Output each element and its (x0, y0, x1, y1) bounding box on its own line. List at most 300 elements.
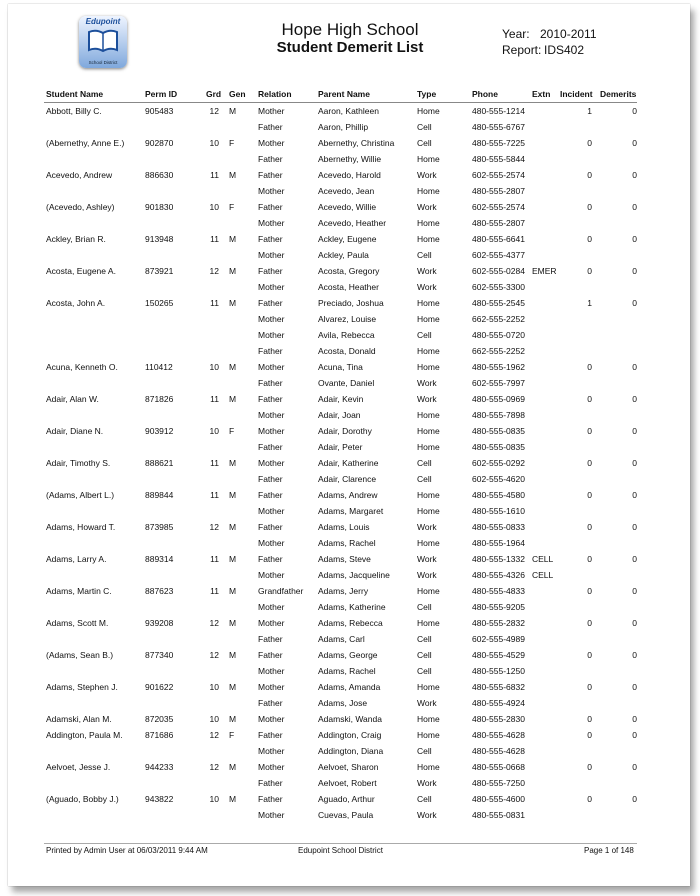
incident-count: 0 (587, 138, 592, 149)
phone-number: 602-555-0284 (472, 266, 525, 277)
demerit-count: 0 (632, 457, 637, 468)
parent-name: Aaron, Phillip (318, 121, 369, 132)
parent-name: Adams, Jacqueline (318, 569, 390, 580)
incident-count: 0 (587, 393, 592, 404)
incident-count: 0 (587, 585, 592, 596)
parent-name: Acevedo, Willie (318, 202, 377, 213)
phone-number: 480-555-6832 (472, 682, 525, 693)
logo-brand-text: Edupoint (85, 17, 121, 26)
phone-type: Cell (417, 794, 432, 805)
parent-name: Acevedo, Harold (318, 170, 381, 181)
incident-count: 1 (587, 106, 592, 116)
report-label: Report: (502, 43, 542, 57)
column-header: Gen (229, 89, 246, 99)
phone-number: 480-555-0668 (472, 762, 525, 773)
parent-name: Acosta, Heather (318, 281, 379, 292)
phone-type: Work (417, 778, 437, 789)
phone-type: Work (417, 377, 437, 388)
parent-relation: Mother (258, 537, 285, 548)
logo-subtext: School District (88, 60, 118, 65)
perm-id: 943822 (145, 794, 174, 805)
parent-name: Acevedo, Heather (318, 217, 387, 228)
header-divider (44, 102, 637, 103)
student-name: (Aguado, Bobby J.) (46, 794, 119, 805)
grade: 11 (210, 457, 219, 468)
parent-name: Aelvoet, Sharon (318, 762, 379, 773)
phone-number: 480-555-0969 (472, 393, 525, 404)
parent-name: Adamski, Wanda (318, 714, 382, 725)
phone-number: 480-555-1214 (472, 106, 525, 116)
student-name: Adams, Martin C. (46, 585, 112, 596)
phone-number: 480-555-2830 (472, 714, 525, 725)
parent-relation: Mother (258, 313, 285, 324)
gender: M (229, 618, 237, 628)
footer-printed-by: Printed by Admin User at 06/03/2011 9:44 AM (46, 846, 208, 855)
phone-number: 480-555-4580 (472, 489, 525, 500)
phone-type: Work (417, 393, 437, 404)
parent-relation: Mother (258, 569, 285, 580)
parent-relation: Mother (258, 249, 285, 260)
phone-type: Home (417, 409, 440, 420)
parent-name: Aaron, Kathleen (318, 106, 379, 116)
demerit-count: 0 (632, 521, 637, 532)
perm-id: 887623 (145, 585, 174, 596)
phone-type: Home (417, 441, 440, 452)
parent-relation: Father (258, 553, 283, 564)
parent-name: Addington, Craig (318, 730, 382, 741)
phone-number: 480-555-9205 (472, 601, 525, 612)
incident-count: 1 (587, 298, 592, 309)
phone-type: Cell (417, 473, 432, 484)
parent-relation: Father (258, 202, 283, 213)
parent-name: Alvarez, Louise (318, 313, 377, 324)
grade: 10 (209, 202, 219, 213)
gender: M (229, 682, 237, 693)
parent-relation: Mother (258, 601, 285, 612)
phone-type: Work (417, 170, 437, 181)
parent-name: Aelvoet, Robert (318, 778, 377, 789)
parent-relation: Father (258, 730, 283, 741)
phone-number: 480-555-7898 (472, 409, 525, 420)
gender: F (229, 730, 235, 741)
gender: M (229, 521, 237, 532)
parent-relation: Father (258, 441, 283, 452)
phone-number: 480-555-2832 (472, 618, 525, 628)
perm-id: 871686 (145, 730, 174, 741)
incident-count: 0 (587, 521, 592, 532)
parent-relation: Mother (258, 714, 285, 725)
parent-relation: Father (258, 377, 283, 388)
gender: M (229, 170, 237, 181)
grade: 12 (209, 266, 219, 277)
perm-id: 150265 (145, 298, 174, 309)
gender: M (229, 585, 237, 596)
demerit-count: 0 (632, 234, 637, 245)
demerit-count: 0 (632, 618, 637, 628)
grade: 12 (209, 106, 219, 116)
parent-relation: Father (258, 153, 283, 164)
phone-type: Cell (417, 650, 432, 661)
phone-number: 602-555-4989 (472, 633, 525, 644)
phone-type: Home (417, 345, 440, 356)
student-name: (Acevedo, Ashley) (46, 202, 115, 213)
phone-type: Home (417, 537, 440, 548)
phone-number: 480-555-4628 (472, 746, 525, 757)
grade: 10 (209, 794, 219, 805)
grade: 11 (210, 393, 219, 404)
parent-relation: Mother (258, 409, 285, 420)
column-header: Parent Name (318, 89, 370, 99)
phone-type: Work (417, 553, 437, 564)
demerit-count: 0 (632, 489, 637, 500)
phone-number: 480-555-1964 (472, 537, 525, 548)
phone-number: 480-555-7225 (472, 138, 525, 149)
perm-id: 901830 (145, 202, 174, 213)
phone-type: Cell (417, 121, 432, 132)
phone-type: Work (417, 281, 437, 292)
parent-name: Acosta, Donald (318, 345, 376, 356)
student-name: Adair, Alan W. (46, 393, 99, 404)
grade: 11 (210, 234, 219, 245)
grade: 10 (209, 138, 219, 149)
incident-count: 0 (587, 714, 592, 725)
column-header: Type (417, 89, 437, 99)
parent-relation: Mother (258, 665, 285, 676)
perm-id: 939208 (145, 618, 174, 628)
parent-name: Ovante, Daniel (318, 377, 375, 388)
gender: M (229, 106, 237, 116)
phone-number: 480-555-1610 (472, 505, 525, 516)
incident-count: 0 (587, 762, 592, 773)
perm-id: 873985 (145, 521, 174, 532)
phone-type: Cell (417, 601, 432, 612)
phone-number: 602-555-2574 (472, 202, 525, 213)
parent-name: Acevedo, Jean (318, 185, 375, 196)
phone-number: 480-555-4529 (472, 650, 525, 661)
phone-number: 480-555-0835 (472, 441, 525, 452)
phone-type: Work (417, 521, 437, 532)
phone-type: Home (417, 217, 440, 228)
gender: M (229, 489, 237, 500)
gender: M (229, 650, 237, 661)
incident-count: 0 (587, 682, 592, 693)
phone-type: Cell (417, 138, 432, 149)
incident-count: 0 (587, 553, 592, 564)
gender: M (229, 298, 237, 309)
phone-number: 480-555-1962 (472, 361, 525, 372)
grade: 12 (209, 762, 219, 773)
phone-number: 602-555-7997 (472, 377, 525, 388)
column-header: Demerits (600, 89, 637, 99)
student-name: Acuna, Kenneth O. (46, 361, 118, 372)
parent-name: Acosta, Gregory (318, 266, 380, 277)
parent-name: Adair, Katherine (318, 457, 379, 468)
column-header: Grd (206, 89, 222, 99)
student-name: (Abernethy, Anne E.) (46, 138, 125, 149)
perm-id: 944233 (145, 762, 174, 773)
parent-name: Adams, Rebecca (318, 618, 383, 628)
phone-type: Home (417, 313, 440, 324)
parent-name: Ackley, Eugene (318, 234, 377, 245)
parent-relation: Mother (258, 217, 285, 228)
perm-id: 901622 (145, 682, 174, 693)
parent-name: Adams, Louis (318, 521, 370, 532)
column-header: Student Name (46, 89, 104, 99)
student-name: Adams, Stephen J. (46, 682, 118, 693)
student-name: Acosta, John A. (46, 298, 106, 309)
demerit-count: 0 (632, 682, 637, 693)
gender: F (229, 138, 235, 149)
grade: 10 (209, 714, 219, 725)
column-header: Perm ID (145, 89, 178, 99)
perm-id: 877340 (145, 650, 174, 661)
parent-name: Adair, Joan (318, 409, 361, 420)
parent-relation: Grandfather (258, 585, 304, 596)
gender: M (229, 457, 237, 468)
incident-count: 0 (587, 489, 592, 500)
grade: 11 (210, 170, 219, 181)
phone-number: 480-555-4628 (472, 730, 525, 741)
parent-name: Adams, Rachel (318, 665, 376, 676)
student-name: Acosta, Eugene A. (46, 266, 116, 277)
grade: 10 (209, 682, 219, 693)
demerit-count: 0 (632, 585, 637, 596)
gender: M (229, 794, 237, 805)
parent-relation: Mother (258, 505, 285, 516)
phone-number: 602-555-3300 (472, 281, 525, 292)
parent-relation: Father (258, 697, 283, 708)
grade: 11 (210, 553, 219, 564)
phone-type: Home (417, 234, 440, 245)
parent-name: Adams, Carl (318, 633, 365, 644)
parent-name: Acuna, Tina (318, 361, 363, 372)
parent-name: Adams, Amanda (318, 682, 381, 693)
gender: M (229, 266, 237, 277)
phone-number: 480-555-0833 (472, 521, 525, 532)
parent-relation: Father (258, 521, 283, 532)
perm-id: 902870 (145, 138, 174, 149)
phone-number: 480-555-2807 (472, 217, 525, 228)
phone-number: 602-555-4620 (472, 473, 525, 484)
phone-type: Work (417, 569, 437, 580)
demerit-count: 0 (632, 170, 637, 181)
phone-number: 602-555-0292 (472, 457, 525, 468)
year-value: 2010-2011 (540, 27, 597, 41)
parent-name: Adams, Rachel (318, 537, 376, 548)
parent-relation: Father (258, 170, 283, 181)
perm-id: 889844 (145, 489, 174, 500)
incident-count: 0 (587, 266, 592, 277)
parent-relation: Father (258, 778, 283, 789)
phone-type: Cell (417, 249, 432, 260)
parent-relation: Father (258, 345, 283, 356)
parent-name: Adair, Peter (318, 441, 363, 452)
perm-id: 871826 (145, 393, 174, 404)
incident-count: 0 (587, 234, 592, 245)
phone-number: 480-555-4600 (472, 794, 525, 805)
phone-number: 480-555-4833 (472, 585, 525, 596)
phone-number: 480-555-4924 (472, 697, 525, 708)
gender: M (229, 234, 237, 245)
parent-relation: Mother (258, 810, 285, 821)
phone-type: Cell (417, 746, 432, 757)
demerit-count: 0 (632, 425, 637, 436)
parent-relation: Father (258, 121, 283, 132)
incident-count: 0 (587, 650, 592, 661)
student-name: (Adams, Sean B.) (46, 650, 114, 661)
footer-divider (44, 843, 637, 844)
gender: F (229, 425, 235, 436)
demerit-count: 0 (632, 794, 637, 805)
year-label: Year: (502, 27, 530, 41)
incident-count: 0 (587, 202, 592, 213)
parent-relation: Father (258, 633, 283, 644)
incident-count: 0 (587, 170, 592, 181)
perm-id: 873921 (145, 266, 174, 277)
footer-page: Page 1 of 148 (584, 846, 634, 855)
phone-type: Home (417, 298, 440, 309)
phone-number: 480-555-7250 (472, 778, 525, 789)
phone-number: 480-555-0835 (472, 425, 525, 436)
phone-type: Home (417, 489, 440, 500)
parent-name: Adams, Katherine (318, 601, 386, 612)
phone-number: 480-555-0831 (472, 810, 525, 821)
phone-type: Home (417, 682, 440, 693)
parent-name: Adams, Margaret (318, 505, 384, 516)
demerit-count: 0 (632, 553, 637, 564)
grade: 11 (210, 298, 219, 309)
gender: M (229, 361, 237, 372)
demerit-count: 0 (632, 393, 637, 404)
phone-type: Home (417, 505, 440, 516)
incident-count: 0 (587, 457, 592, 468)
phone-extension: CELL (532, 569, 554, 580)
phone-type: Home (417, 585, 440, 596)
parent-name: Adams, Jose (318, 697, 368, 708)
phone-number: 480-555-1332 (472, 553, 525, 564)
phone-number: 602-555-2574 (472, 170, 525, 181)
parent-relation: Mother (258, 185, 285, 196)
student-name: Adams, Howard T. (46, 521, 116, 532)
parent-relation: Father (258, 489, 283, 500)
grade: 12 (209, 521, 219, 532)
grade: 10 (209, 425, 219, 436)
parent-relation: Father (258, 650, 283, 661)
phone-type: Home (417, 714, 440, 725)
student-name: Adair, Diane N. (46, 425, 104, 436)
column-header: Relation (258, 89, 292, 99)
parent-relation: Mother (258, 361, 285, 372)
demerit-count: 0 (632, 361, 637, 372)
parent-name: Cuevas, Paula (318, 810, 374, 821)
student-name: (Adams, Albert L.) (46, 489, 115, 500)
phone-type: Cell (417, 457, 432, 468)
year-meta (502, 27, 597, 41)
perm-id: 872035 (145, 714, 174, 725)
parent-relation: Father (258, 393, 283, 404)
perm-id: 905483 (145, 106, 174, 116)
report-title: Student Demerit List (276, 39, 424, 56)
report-value: IDS402 (544, 43, 585, 57)
phone-type: Work (417, 697, 437, 708)
phone-type: Work (417, 202, 437, 213)
parent-name: Adair, Clarence (318, 473, 377, 484)
phone-number: 480-555-6641 (472, 234, 525, 245)
parent-name: Ackley, Paula (318, 249, 369, 260)
gender: M (229, 553, 237, 564)
phone-number: 662-555-2252 (472, 345, 525, 356)
parent-relation: Father (258, 794, 283, 805)
parent-name: Adams, Jerry (318, 585, 369, 596)
gender: M (229, 762, 237, 773)
parent-relation: Mother (258, 762, 285, 773)
student-name: Abbott, Billy C. (46, 106, 102, 116)
perm-id: 110412 (145, 361, 173, 372)
phone-number: 480-555-2807 (472, 185, 525, 196)
demerit-count: 0 (632, 106, 637, 116)
student-name: Adamski, Alan M. (46, 714, 112, 725)
school-name: Hope High School (281, 20, 419, 39)
parent-relation: Father (258, 234, 283, 245)
parent-relation: Mother (258, 682, 285, 693)
parent-relation: Mother (258, 618, 285, 628)
parent-name: Adams, Steve (318, 553, 371, 564)
parent-relation: Mother (258, 329, 285, 340)
parent-relation: Mother (258, 457, 285, 468)
column-header: Incident (560, 89, 593, 99)
phone-type: Home (417, 153, 440, 164)
phone-number: 480-555-1250 (472, 665, 525, 676)
phone-type: Home (417, 730, 440, 741)
student-name: Ackley, Brian R. (46, 234, 106, 245)
demerit-count: 0 (632, 762, 637, 773)
column-header: Phone (472, 89, 498, 99)
phone-number: 480-555-4326 (472, 569, 525, 580)
incident-count: 0 (587, 730, 592, 741)
phone-type: Cell (417, 329, 432, 340)
phone-extension: CELL (532, 553, 554, 564)
parent-name: Avila, Rebecca (318, 329, 375, 340)
grade: 12 (209, 618, 219, 628)
parent-relation: Mother (258, 425, 285, 436)
perm-id: 889314 (145, 553, 174, 564)
parent-name: Preciado, Joshua (318, 298, 384, 309)
incident-count: 0 (587, 425, 592, 436)
phone-number: 480-555-0720 (472, 329, 525, 340)
phone-type: Home (417, 762, 440, 773)
perm-id: 903912 (145, 425, 174, 436)
parent-relation: Father (258, 266, 283, 277)
gender: M (229, 714, 237, 725)
phone-number: 480-555-2545 (472, 298, 525, 309)
parent-name: Adams, Andrew (318, 489, 378, 500)
phone-type: Home (417, 361, 440, 372)
gender: F (229, 202, 235, 213)
footer-district: Edupoint School District (298, 846, 383, 855)
parent-name: Adair, Dorothy (318, 425, 372, 436)
student-name: Acevedo, Andrew (46, 170, 113, 181)
phone-number: 480-555-5844 (472, 153, 525, 164)
perm-id: 888621 (145, 457, 174, 468)
perm-id: 913948 (145, 234, 174, 245)
phone-number: 662-555-2252 (472, 313, 525, 324)
phone-type: Cell (417, 665, 432, 676)
demerit-count: 0 (632, 266, 637, 277)
grade: 11 (210, 585, 219, 596)
incident-count: 0 (587, 361, 592, 372)
grade: 10 (209, 361, 219, 372)
perm-id: 886630 (145, 170, 174, 181)
